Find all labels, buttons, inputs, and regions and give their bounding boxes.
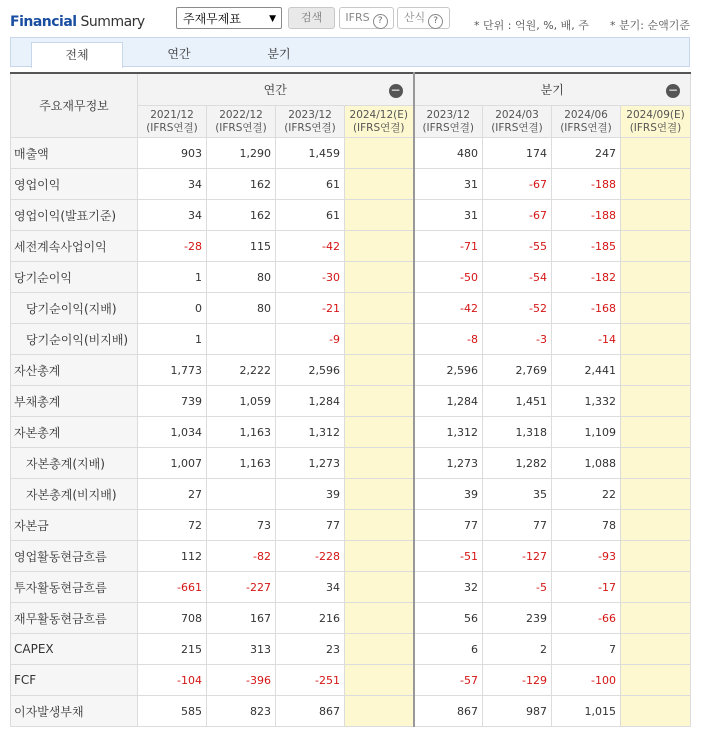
table-cell: -54 xyxy=(483,262,552,293)
table-cell xyxy=(621,696,691,727)
table-cell xyxy=(621,448,691,479)
group-quarter-label: 분기 xyxy=(540,83,564,97)
table-cell xyxy=(621,665,691,696)
table-cell: -5 xyxy=(483,572,552,603)
table-cell: 2,441 xyxy=(552,355,621,386)
table-cell: 239 xyxy=(483,603,552,634)
table-row xyxy=(11,572,691,603)
table-cell xyxy=(621,138,691,169)
column-basis: (IFRS연결) xyxy=(491,121,543,134)
row-label: 영업이익 xyxy=(11,169,138,200)
table-cell: 162 xyxy=(207,169,276,200)
table-cell: -168 xyxy=(552,293,621,324)
table-cell xyxy=(621,200,691,231)
table-cell: 77 xyxy=(483,510,552,541)
table-cell: 216 xyxy=(276,603,345,634)
table-row xyxy=(11,603,691,634)
column-basis: (IFRS연결) xyxy=(215,121,267,134)
row-label: 자본총계(지배) xyxy=(11,448,138,479)
table-cell: -188 xyxy=(552,169,621,200)
group-annual-header xyxy=(138,73,414,106)
table-cell: 80 xyxy=(207,262,276,293)
ifrs-label: IFRS xyxy=(345,11,370,24)
table-cell: -188 xyxy=(552,200,621,231)
table-cell xyxy=(621,541,691,572)
table-cell: 78 xyxy=(552,510,621,541)
column-header xyxy=(414,106,483,138)
table-cell: 1,312 xyxy=(276,417,345,448)
help-icon: ? xyxy=(428,14,443,29)
table-row xyxy=(11,324,691,355)
ifrs-help-button[interactable] xyxy=(339,7,394,29)
row-label: FCF xyxy=(11,665,138,696)
table-cell: 1 xyxy=(138,262,207,293)
table-row xyxy=(11,479,691,510)
table-cell: 174 xyxy=(483,138,552,169)
table-cell: 247 xyxy=(552,138,621,169)
table-cell: 1,332 xyxy=(552,386,621,417)
table-cell: -51 xyxy=(414,541,483,572)
table-cell xyxy=(621,572,691,603)
table-cell xyxy=(345,324,414,355)
row-label: 이자발생부채 xyxy=(11,696,138,727)
table-cell xyxy=(621,510,691,541)
table-cell: 708 xyxy=(138,603,207,634)
table-cell: 1,312 xyxy=(414,417,483,448)
column-header xyxy=(483,106,552,138)
table-cell xyxy=(207,479,276,510)
column-basis: (IFRS연결) xyxy=(146,121,198,134)
table-cell: 115 xyxy=(207,231,276,262)
column-period: 2023/12 xyxy=(288,108,332,121)
table-cell: 1,459 xyxy=(276,138,345,169)
formula-label: 산식 xyxy=(403,11,426,24)
table-cell: 1,284 xyxy=(414,386,483,417)
column-period: 2024/09(E) xyxy=(626,108,685,121)
table-cell xyxy=(621,231,691,262)
table-cell xyxy=(345,541,414,572)
table-cell: -42 xyxy=(276,231,345,262)
table-cell: 112 xyxy=(138,541,207,572)
column-basis: (IFRS연결) xyxy=(560,121,612,134)
group-quarter-header xyxy=(414,73,691,106)
collapse-quarter-icon[interactable]: − xyxy=(667,83,679,97)
title-financial: Financial xyxy=(10,14,77,30)
table-cell: -66 xyxy=(552,603,621,634)
table-row xyxy=(11,448,691,479)
table-row xyxy=(11,200,691,231)
table-cell: 1,773 xyxy=(138,355,207,386)
table-cell: -228 xyxy=(276,541,345,572)
table-cell: -129 xyxy=(483,665,552,696)
table-cell: 34 xyxy=(138,200,207,231)
table-cell xyxy=(621,634,691,665)
table-cell: 1,451 xyxy=(483,386,552,417)
table-cell: 215 xyxy=(138,634,207,665)
table-row xyxy=(11,138,691,169)
table-cell: -127 xyxy=(483,541,552,572)
table-cell xyxy=(345,200,414,231)
table-cell: -17 xyxy=(552,572,621,603)
column-period: 2024/12(E) xyxy=(349,108,408,121)
table-cell xyxy=(345,479,414,510)
table-row xyxy=(11,696,691,727)
table-cell: 2,596 xyxy=(276,355,345,386)
table-cell xyxy=(345,634,414,665)
column-basis: (IFRS연결) xyxy=(352,121,405,134)
financial-summary-table xyxy=(10,72,690,727)
table-cell xyxy=(621,417,691,448)
row-label: 자본금 xyxy=(11,510,138,541)
table-cell xyxy=(621,293,691,324)
table-cell: 6 xyxy=(414,634,483,665)
table-cell: 1,007 xyxy=(138,448,207,479)
table-cell: -661 xyxy=(138,572,207,603)
table-cell: 61 xyxy=(276,200,345,231)
table-cell: -28 xyxy=(138,231,207,262)
table-cell: -227 xyxy=(207,572,276,603)
column-header xyxy=(276,106,345,138)
table-cell: 867 xyxy=(414,696,483,727)
row-label: 당기순이익(지배) xyxy=(11,293,138,324)
table-cell: 0 xyxy=(138,293,207,324)
page-title xyxy=(10,14,145,30)
table-cell: -67 xyxy=(483,169,552,200)
row-label: 재무활동현금흐름 xyxy=(11,603,138,634)
table-cell: 34 xyxy=(276,572,345,603)
table-cell: 2,222 xyxy=(207,355,276,386)
table-cell xyxy=(345,665,414,696)
table-cell: 61 xyxy=(276,169,345,200)
table-cell: -71 xyxy=(414,231,483,262)
unit-note: * 단위 : 억원, %, 배, 주 xyxy=(474,19,589,32)
table-cell xyxy=(621,169,691,200)
table-cell: 1,109 xyxy=(552,417,621,448)
column-header xyxy=(552,106,621,138)
table-cell: 39 xyxy=(414,479,483,510)
table-cell: 585 xyxy=(138,696,207,727)
table-cell: 823 xyxy=(207,696,276,727)
table-cell: -52 xyxy=(483,293,552,324)
table-cell: -182 xyxy=(552,262,621,293)
table-cell: -251 xyxy=(276,665,345,696)
row-label: 자산총계 xyxy=(11,355,138,386)
table-row xyxy=(11,262,691,293)
statement-select-value: 주재무제표 xyxy=(183,12,241,26)
table-cell: -30 xyxy=(276,262,345,293)
table-cell: 1,059 xyxy=(207,386,276,417)
table-cell: 34 xyxy=(138,169,207,200)
column-header xyxy=(207,106,276,138)
table-cell: 27 xyxy=(138,479,207,510)
table-cell: 1,015 xyxy=(552,696,621,727)
table-cell: -82 xyxy=(207,541,276,572)
table-cell: 2 xyxy=(483,634,552,665)
table-cell xyxy=(207,324,276,355)
table-cell: -100 xyxy=(552,665,621,696)
table-cell: 32 xyxy=(414,572,483,603)
row-label: 세전계속사업이익 xyxy=(11,231,138,262)
chevron-down-icon: ▼ xyxy=(269,14,276,24)
table-cell: 867 xyxy=(276,696,345,727)
table-cell xyxy=(345,231,414,262)
table-cell xyxy=(621,603,691,634)
table-cell xyxy=(621,262,691,293)
group-annual-label: 연간 xyxy=(263,83,287,97)
table-cell: -185 xyxy=(552,231,621,262)
table-row xyxy=(11,169,691,200)
table-row xyxy=(11,231,691,262)
table-cell: 22 xyxy=(552,479,621,510)
table-cell: -396 xyxy=(207,665,276,696)
corner-header: 주요재무정보 xyxy=(11,73,138,138)
title-summary: Summary xyxy=(80,14,145,30)
table-row xyxy=(11,634,691,665)
table-cell: -9 xyxy=(276,324,345,355)
table-cell: 313 xyxy=(207,634,276,665)
column-period: 2024/06 xyxy=(564,108,608,121)
tab-all[interactable]: 전체 xyxy=(31,42,123,68)
table-cell: 35 xyxy=(483,479,552,510)
table-cell xyxy=(621,324,691,355)
row-label: 당기순이익 xyxy=(11,262,138,293)
formula-help-button[interactable] xyxy=(397,7,450,29)
table-cell xyxy=(345,572,414,603)
table-row xyxy=(11,355,691,386)
table-cell: 480 xyxy=(414,138,483,169)
table-cell: 2,596 xyxy=(414,355,483,386)
table-cell: 2,769 xyxy=(483,355,552,386)
row-label: 당기순이익(비지배) xyxy=(11,324,138,355)
table-cell xyxy=(345,386,414,417)
column-header xyxy=(138,106,207,138)
table-cell xyxy=(345,169,414,200)
table-cell: -57 xyxy=(414,665,483,696)
table-row xyxy=(11,417,691,448)
table-cell: -55 xyxy=(483,231,552,262)
table-cell: 39 xyxy=(276,479,345,510)
table-cell: 1,034 xyxy=(138,417,207,448)
table-cell: 1,290 xyxy=(207,138,276,169)
table-cell xyxy=(345,138,414,169)
table-cell: 987 xyxy=(483,696,552,727)
table-cell: -93 xyxy=(552,541,621,572)
table-row xyxy=(11,665,691,696)
table-cell: 73 xyxy=(207,510,276,541)
row-label: 자본총계(비지배) xyxy=(11,479,138,510)
table-cell: 80 xyxy=(207,293,276,324)
table-cell xyxy=(345,510,414,541)
table-cell: 1,284 xyxy=(276,386,345,417)
row-label: 투자활동현금흐름 xyxy=(11,572,138,603)
table-cell: -50 xyxy=(414,262,483,293)
table-row xyxy=(11,510,691,541)
column-period: 2024/03 xyxy=(495,108,539,121)
table-cell xyxy=(621,479,691,510)
table-cell: 23 xyxy=(276,634,345,665)
table-cell: 1,318 xyxy=(483,417,552,448)
table-cell: 1,088 xyxy=(552,448,621,479)
column-header xyxy=(621,106,691,138)
row-label: 부채총계 xyxy=(11,386,138,417)
table-cell: 162 xyxy=(207,200,276,231)
table-cell: 1 xyxy=(138,324,207,355)
table-cell: -3 xyxy=(483,324,552,355)
row-label: 매출액 xyxy=(11,138,138,169)
column-period: 2023/12 xyxy=(426,108,471,121)
row-label: CAPEX xyxy=(11,634,138,665)
table-row xyxy=(11,386,691,417)
table-row xyxy=(11,293,691,324)
column-basis: (IFRS연결) xyxy=(629,121,682,134)
table-cell: 1,273 xyxy=(414,448,483,479)
tab-bar xyxy=(10,37,690,67)
table-cell: 77 xyxy=(414,510,483,541)
table-cell: -8 xyxy=(414,324,483,355)
table-cell xyxy=(345,603,414,634)
table-cell xyxy=(345,293,414,324)
table-cell: 903 xyxy=(138,138,207,169)
table-cell xyxy=(621,386,691,417)
table-cell xyxy=(345,696,414,727)
table-cell xyxy=(345,262,414,293)
table-cell xyxy=(345,355,414,386)
table-cell xyxy=(345,448,414,479)
table-cell xyxy=(621,355,691,386)
table-cell: 7 xyxy=(552,634,621,665)
column-header xyxy=(345,106,414,138)
table-cell: -14 xyxy=(552,324,621,355)
table-cell: 739 xyxy=(138,386,207,417)
table-cell: -67 xyxy=(483,200,552,231)
table-cell: -21 xyxy=(276,293,345,324)
statement-select[interactable] xyxy=(176,7,282,29)
table-cell: 31 xyxy=(414,169,483,200)
table-cell: 1,273 xyxy=(276,448,345,479)
tab-quarter[interactable]: 분기 xyxy=(267,47,291,61)
table-cell xyxy=(345,417,414,448)
toolbar xyxy=(0,0,709,38)
table-cell: 77 xyxy=(276,510,345,541)
collapse-annual-icon[interactable]: − xyxy=(390,83,401,97)
quarter-note: * 분기: 순액기준 xyxy=(610,19,690,32)
table-row xyxy=(11,541,691,572)
tab-annual[interactable]: 연간 xyxy=(167,47,191,61)
table-cell: 167 xyxy=(207,603,276,634)
row-label: 영업활동현금흐름 xyxy=(11,541,138,572)
column-period: 2022/12 xyxy=(219,108,263,121)
table-cell: 56 xyxy=(414,603,483,634)
table-cell: 72 xyxy=(138,510,207,541)
table-cell: 31 xyxy=(414,200,483,231)
table-cell: 1,282 xyxy=(483,448,552,479)
table-cell: 1,163 xyxy=(207,448,276,479)
help-icon: ? xyxy=(373,14,388,29)
table-cell: 1,163 xyxy=(207,417,276,448)
column-basis: (IFRS연결) xyxy=(422,121,475,134)
search-button[interactable]: 검색 xyxy=(288,7,335,29)
table-cell: -104 xyxy=(138,665,207,696)
table-cell: -42 xyxy=(414,293,483,324)
column-period: 2021/12 xyxy=(150,108,194,121)
column-basis: (IFRS연결) xyxy=(284,121,336,134)
row-label: 영업이익(발표기준) xyxy=(11,200,138,231)
row-label: 자본총계 xyxy=(11,417,138,448)
